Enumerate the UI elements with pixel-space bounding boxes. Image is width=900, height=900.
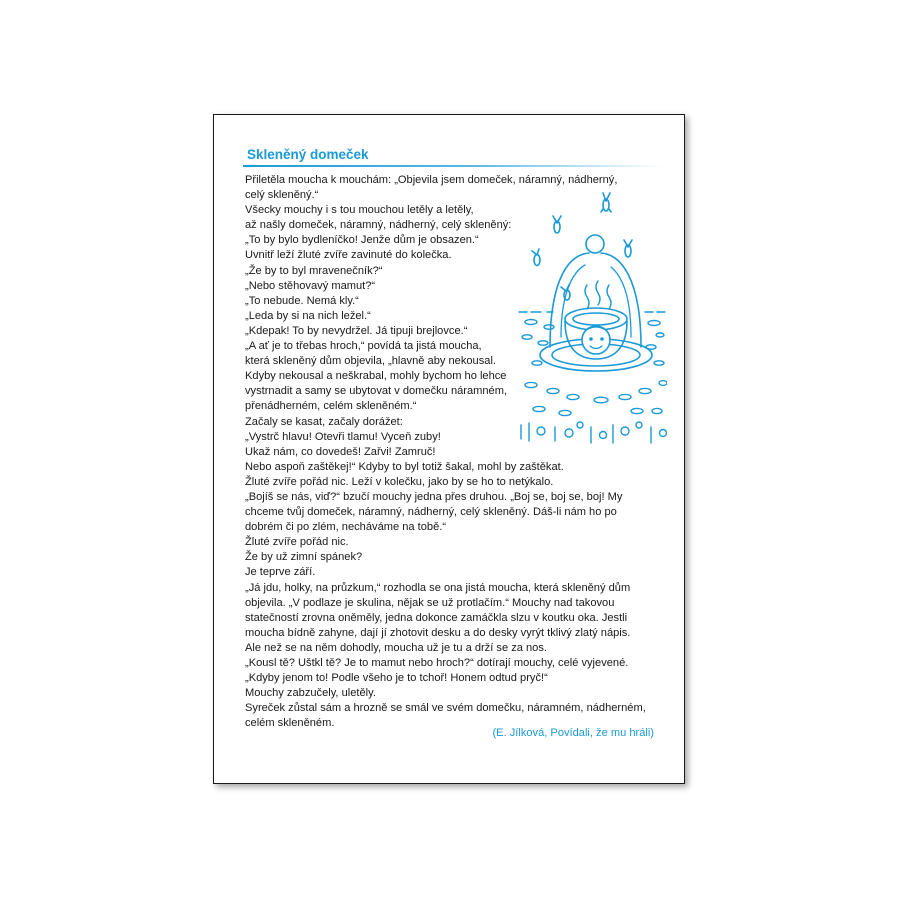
text-line: objevila. „V podlaze je skulina, nějak se už protlačím.“ Mouchy nad takovou	[245, 596, 615, 609]
text-line: „Já jdu, holky, na průzkum,“ rozhodla se ona jistá moucha, která skleněný dům	[245, 581, 631, 594]
title-underline	[243, 165, 663, 167]
text-line: Nebo aspoň zaštěkej!“ Kdyby to byl totiž šakal, mohl by zaštěkat.	[245, 460, 564, 473]
text-line: „Kdyby jenom to! Podle všeho je to tchoř! Honem odtud pryč!“	[245, 672, 548, 685]
text-line: celém skleněném.	[245, 717, 335, 730]
text-line: Přiletěla moucha k mouchám: „Objevila jsem domeček, náramný, nádherný,	[245, 174, 618, 186]
text-line: přenádherném, celém skleněném.“	[245, 400, 417, 413]
document-page	[213, 114, 685, 784]
text-line: dobrém či po zlém, necháváme na tobě.“	[245, 521, 447, 534]
text-line: statečností zrovna oněměly, jedna dokonce zamáčkla slzu v koutku oka. Jestli	[245, 611, 628, 624]
page-title: Skleněný domeček	[247, 147, 369, 162]
text-line: Ukaž nám, co dovedeš! Zařvi! Zamruč!	[245, 445, 436, 458]
text-line: Všecky mouchy i s tou mouchou letěly a letěly,	[245, 204, 474, 217]
source-citation: (E. Jílková, Povídali, že mu hráli)	[492, 727, 654, 739]
text-line: Uvnitř leží žluté zvíře zavinuté do kolečka.	[245, 249, 452, 262]
text-line: Ale než se na něm dohodly, moucha už je tu a drží se za nos.	[245, 641, 547, 654]
text-line: Mouchy zabzučely, uletěly.	[245, 687, 376, 700]
text-line: Žluté zvíře pořád nic. Leží v kolečku, jako by se ho to netýkalo.	[245, 475, 554, 488]
text-line: Že by už zimní spánek?	[245, 551, 363, 564]
text-line: „Kdepak! To by nevydržel. Já tipuji brejlovce.“	[245, 324, 468, 337]
text-line: chceme tvůj domeček, náramný, nádherný, celý skleněný. Dáš-li nám ho po	[245, 506, 617, 519]
text-line: „Bojíš se nás, viď?“ bzučí mouchy jedna přes druhou. „Boj se, boj se, boj! My	[245, 490, 623, 503]
text-line: až našly domeček, náramný, nádherný, celý skleněný:	[245, 219, 512, 232]
text-line: Kdyby nekousal a neškrabal, mohly bychom ho lehce	[245, 370, 507, 383]
text-line: „Kousl tě? Uštkl tě? Je to mamut nebo hroch?“ dotírají mouchy, celé vyjevené.	[245, 657, 629, 669]
text-line: „To by bylo bydleníčko! Jenže dům je obsazen.“	[245, 234, 479, 247]
story-text	[245, 173, 665, 731]
text-line: Je teprve září.	[245, 566, 316, 579]
text-line: moucha bídně zahyne, dají jí zhotovit desku a do desky vyrýt tklivý zlatý nápis.	[245, 626, 631, 639]
text-line: Začaly se kasat, začaly dorážet:	[245, 415, 403, 428]
text-line: vystrnadit a samy se ubytovat v domečku náramném,	[245, 385, 508, 398]
text-line: „To nebude. Nemá kly.“	[245, 294, 359, 307]
text-line: celý skleněný.“	[245, 189, 319, 202]
text-line: „Že by to byl mravenečník?“	[245, 264, 383, 277]
text-line: „Vystrč hlavu! Otevři tlamu! Vyceň zuby!	[245, 430, 441, 443]
text-line: která skleněný dům objevila, „hlavně aby nekousal.	[245, 355, 496, 368]
text-line: „Leda by si na nich ležel.“	[245, 309, 371, 322]
text-line: Žluté zvíře pořád nic.	[245, 536, 349, 549]
text-line: „A ať je to třebas hroch,“ povídá ta jistá moucha,	[245, 340, 482, 353]
text-line: „Nebo stěhovavý mamut?“	[245, 279, 376, 292]
text-line: Syreček zůstal sám a hrozně se smál ve svém domečku, náramném, nádherném,	[245, 702, 646, 715]
